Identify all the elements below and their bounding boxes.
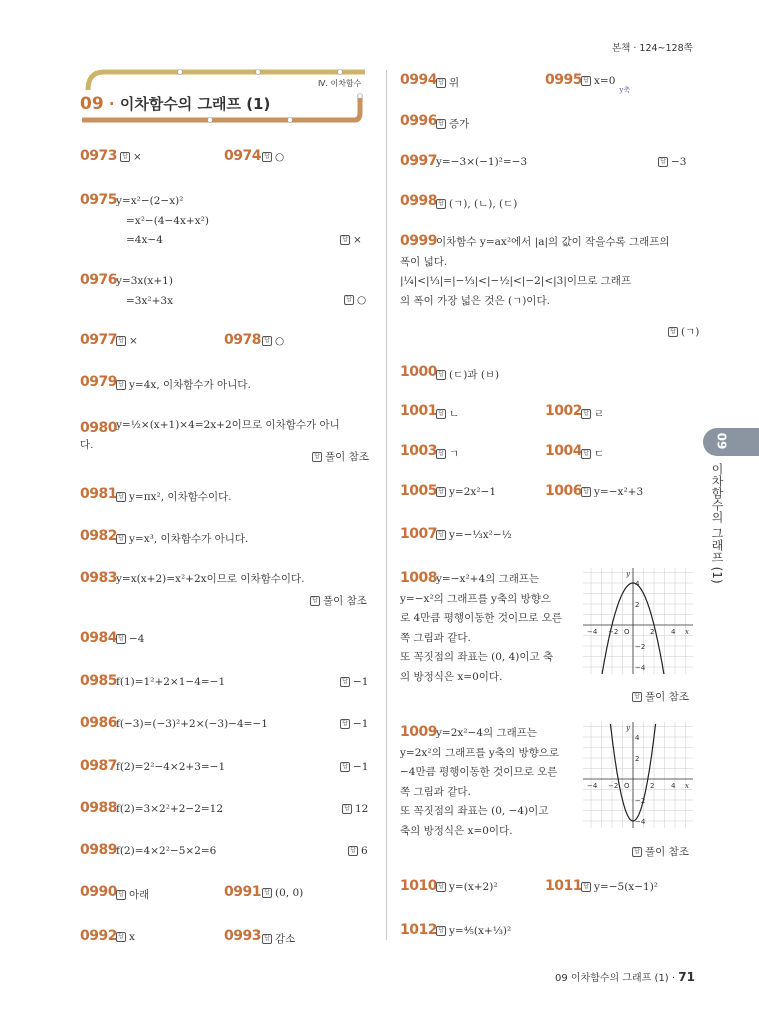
solution-line: f(2)=2²−4×2+3=−1 — [116, 761, 226, 773]
problem-number: 0986 — [80, 715, 117, 731]
footer-sep: · — [671, 973, 676, 984]
answer — [581, 486, 643, 498]
solution-line: y=−3×(−1)²=−3 — [436, 156, 528, 168]
problem-number: 0985 — [80, 673, 117, 689]
answer-mark-icon: 답 — [436, 449, 446, 459]
answer — [436, 486, 496, 498]
answer — [310, 593, 367, 608]
answer — [116, 887, 149, 902]
solution-line: f(−3)=(−3)²+2×(−3)−4=−1 — [116, 718, 268, 730]
answer-text: × — [353, 234, 362, 246]
x-tick-label: −4 — [587, 782, 598, 790]
answer-mark-icon: 답 — [436, 882, 446, 892]
answer — [436, 367, 499, 382]
problem-number: 0990 — [80, 884, 117, 900]
answer-text: × — [133, 151, 142, 163]
solution-line: y=−x²+4의 그래프는 — [436, 573, 540, 585]
answer-text: y=−⅓x²−½ — [449, 529, 512, 541]
answer-text: 증가 — [449, 118, 470, 130]
solution-line: y=2x²의 그래프를 y축의 방향으로 — [400, 746, 560, 759]
answer-text: y=4x, 이차함수가 아니다. — [129, 379, 251, 391]
answer-mark-icon: 답 — [436, 409, 446, 419]
x-tick-label: 2 — [650, 782, 655, 790]
solution-line: y=x(x+2)=x²+2x이므로 이차함수이다. — [116, 573, 305, 585]
answer-mark-icon: 답 — [581, 76, 591, 86]
answer-mark-icon: 답 — [581, 487, 591, 497]
answer-text: 아래 — [129, 889, 150, 901]
answer — [262, 931, 295, 946]
solution-line: 또 꼭짓점의 좌표는 (0, 4)이고 축 — [400, 651, 554, 663]
problem-number: 0976 — [80, 272, 117, 288]
answer-mark-icon: 답 — [581, 409, 591, 419]
y-tick-label: −4 — [635, 664, 646, 672]
problem-number: 1012 — [400, 922, 437, 938]
answer-text: ○ — [275, 151, 285, 163]
solution-line: =3x²+3x — [126, 294, 174, 307]
problem-number: 0973 — [80, 148, 117, 164]
answer — [436, 446, 459, 461]
y-tick-label: 2 — [635, 755, 640, 763]
problem-number: 0979 — [80, 374, 117, 390]
problem-number: 1000 — [400, 364, 437, 380]
answer-mark-icon: 답 — [436, 370, 446, 380]
answer-text: 풀이 참조 — [323, 595, 367, 607]
y-tick-label: 4 — [635, 734, 640, 742]
answer-text: y=πx², 이차함수이다. — [129, 491, 232, 503]
answer — [116, 633, 144, 645]
answer-text: ○ — [275, 335, 285, 347]
solution-line: f(2)=4×2²−5×2=6 — [116, 845, 217, 857]
solution-line: y=2x²−4의 그래프는 — [436, 727, 538, 739]
y-axis-label: y — [626, 570, 630, 578]
answer-mark-icon: 답 — [436, 78, 446, 88]
answer-text: y=(x+2)² — [449, 881, 498, 893]
answer-text: −1 — [353, 676, 369, 688]
solution-line: f(2)=3×2²+2−2=12 — [116, 803, 224, 815]
y-tick-label: 4 — [635, 580, 640, 588]
answer-text: −3 — [671, 156, 687, 168]
x-tick-label: −2 — [608, 782, 619, 790]
solution-line: 쪽 그림과 같다. — [400, 631, 471, 644]
chapter-number: 09 — [80, 94, 104, 114]
x-tick-label: 4 — [671, 782, 676, 790]
solution-line: 다. — [80, 438, 94, 451]
problem-number: 1005 — [400, 483, 437, 499]
solution-line: 로 4만큼 평행이동한 것이므로 오른 — [400, 612, 563, 624]
problem-number: 0996 — [400, 113, 437, 129]
problem-number: 1004 — [545, 443, 582, 459]
answer — [116, 335, 138, 347]
problem-number: 0984 — [80, 630, 117, 646]
answer-text: −1 — [353, 761, 369, 773]
x-tick-label: O — [624, 782, 630, 790]
solution-line: 또 꼭짓점의 좌표는 (0, −4)이고 — [400, 805, 549, 817]
answer-text: (ㄷ)과 (ㅂ) — [449, 369, 500, 381]
page-footer — [555, 969, 695, 984]
answer — [658, 156, 686, 168]
solution-line: y=x²−(2−x)² — [116, 195, 184, 207]
answer — [116, 931, 135, 943]
problem-number: 0993 — [224, 928, 261, 944]
answer-text: y=x³, 이차함수가 아니다. — [129, 533, 249, 545]
problem-number: 0991 — [224, 884, 261, 900]
answer — [668, 324, 699, 339]
answer-text: (ㄱ), (ㄴ), (ㄷ) — [449, 198, 518, 210]
problem-number: 1008 — [400, 570, 437, 586]
solution-line: 의 방정식은 x=0이다. — [400, 670, 503, 683]
problem-number: 1007 — [400, 526, 437, 542]
footer-label: 09 이차함수의 그래프 (1) — [555, 973, 669, 984]
answer — [312, 449, 369, 464]
solution-line: 이차함수 y=ax²에서 |a|의 값이 작을수록 그래프의 — [436, 236, 670, 248]
page-reference: 본책 · 124~128쪽 — [612, 43, 693, 54]
solution-line: y=½×(x+1)×4=2x+2이므로 이차함수가 아니 — [116, 419, 340, 431]
problem-number: 0981 — [80, 486, 117, 502]
problem-number: 1006 — [545, 483, 582, 499]
problem-number: 0988 — [80, 800, 117, 816]
problem-number: 1001 — [400, 403, 437, 419]
answer-mark-icon: 답 — [436, 119, 446, 129]
answer-mark-icon: 답 — [436, 199, 446, 209]
answer-text: 풀이 참조 — [645, 691, 689, 703]
x-tick-label: 2 — [650, 628, 655, 636]
problem-number: 0980 — [80, 420, 117, 436]
answer-mark-icon: 답 — [262, 888, 272, 898]
answer-mark-icon: 답 — [658, 157, 668, 167]
y-tick-label: 2 — [635, 601, 640, 609]
answer-mark-icon: 답 — [116, 380, 126, 390]
solution-line: |¼|<|⅓|=|−⅓|<|−½|<|−2|<|3|이므로 그래프 — [400, 275, 632, 287]
answer-mark-icon: 답 — [344, 295, 354, 305]
problem-number: 0999 — [400, 233, 437, 249]
answer — [436, 881, 498, 893]
answer-mark-icon: 답 — [262, 336, 272, 346]
answer-mark-icon: 답 — [342, 804, 352, 814]
problem-number: 0992 — [80, 928, 117, 944]
answer-mark-icon: 답 — [116, 492, 126, 502]
answer-text: y=⅘(x+⅓)² — [449, 925, 512, 937]
graph-1008 — [583, 568, 693, 674]
problem-number: 1010 — [400, 878, 437, 894]
solution-line: 폭이 넓다. — [400, 255, 448, 268]
chapter-title-text: 이차함수의 그래프 (1) — [119, 95, 271, 113]
answer — [340, 676, 368, 688]
answer — [348, 845, 368, 857]
answer-mark-icon: 답 — [340, 235, 350, 245]
y-tick-label: −2 — [635, 797, 646, 805]
answer-mark-icon: 답 — [262, 934, 272, 944]
solution-line: f(1)=1²+2×1−4=−1 — [116, 676, 226, 688]
answer-text: x=0 — [594, 75, 616, 87]
solution-line: =4x−4 — [126, 234, 163, 246]
answer-text: −1 — [353, 718, 369, 730]
answer — [262, 335, 284, 347]
chapter-title: 09 · 이차함수의 그래프 (1) — [80, 94, 271, 114]
answer — [340, 761, 368, 773]
x-axis-label: x — [685, 628, 689, 636]
answer — [340, 718, 368, 730]
problem-number: 0989 — [80, 842, 117, 858]
graph-1009 — [583, 722, 693, 828]
answer — [120, 151, 142, 163]
answer-text: 12 — [355, 803, 369, 815]
problem-number: 0995 — [545, 72, 582, 88]
y-axis-label: y — [626, 724, 630, 732]
answer — [436, 196, 517, 211]
answer-text: ○ — [357, 294, 367, 306]
answer-note: y축 — [619, 86, 631, 94]
answer-mark-icon: 답 — [436, 530, 446, 540]
answer-text: ㄱ — [449, 448, 460, 460]
problem-number: 0994 — [400, 72, 437, 88]
answer-text: y=−x²+3 — [594, 486, 644, 498]
answer-text: y=2x²−1 — [449, 486, 497, 498]
answer-text: × — [129, 335, 138, 347]
y-tick-label: −4 — [635, 818, 646, 826]
solution-line: =x²−(4−4x+x²) — [126, 214, 209, 227]
answer — [116, 489, 232, 504]
x-tick-label: −2 — [608, 628, 619, 636]
answer — [581, 881, 658, 893]
answer-text: (ㄱ) — [681, 326, 700, 338]
problem-number: 0982 — [80, 528, 117, 544]
solution-line: y=3x(x+1) — [116, 275, 173, 287]
answer-text: −4 — [129, 633, 145, 645]
answer — [436, 406, 459, 421]
answer — [436, 529, 512, 541]
answer-text: y=−5(x−1)² — [594, 881, 659, 893]
answer-mark-icon: 답 — [120, 152, 130, 162]
problem-number: 1011 — [545, 878, 582, 894]
answer-text: 6 — [361, 845, 368, 857]
problem-number: 1009 — [400, 724, 437, 740]
x-tick-label: 4 — [671, 628, 676, 636]
answer-text: 풀이 참조 — [645, 846, 689, 858]
x-tick-label: −4 — [587, 628, 598, 636]
problem-number: 0978 — [224, 332, 261, 348]
answer-text: ㄷ — [594, 448, 605, 460]
answer-mark-icon: 답 — [116, 634, 126, 644]
y-tick-label: −2 — [635, 643, 646, 651]
answer — [262, 887, 303, 899]
answer-text: 감소 — [275, 933, 296, 945]
problem-number: 0983 — [80, 570, 117, 586]
answer-mark-icon: 답 — [312, 452, 322, 462]
answer — [262, 151, 284, 163]
answer-mark-icon: 답 — [310, 596, 320, 606]
problem-number: 0998 — [400, 193, 437, 209]
answer-mark-icon: 답 — [116, 932, 126, 942]
answer — [581, 446, 604, 461]
answer-mark-icon: 답 — [116, 534, 126, 544]
problem-number: 1003 — [400, 443, 437, 459]
solution-line: 축의 방정식은 x=0이다. — [400, 824, 513, 837]
answer-text: 풀이 참조 — [325, 451, 369, 463]
answer-mark-icon: 답 — [436, 926, 446, 936]
answer — [632, 689, 689, 704]
x-axis-label: x — [685, 782, 689, 790]
answer-text: x — [129, 931, 135, 943]
solution-line: y=−x²의 그래프를 y축의 방향으 — [400, 592, 552, 605]
answer — [340, 234, 362, 246]
page-number: 71 — [678, 970, 695, 984]
answer — [581, 75, 631, 94]
problem-number: 1002 — [545, 403, 582, 419]
answer-text: 위 — [449, 77, 460, 89]
answer — [632, 844, 689, 859]
answer-mark-icon: 답 — [340, 719, 350, 729]
answer-mark-icon: 답 — [632, 847, 642, 857]
answer-mark-icon: 답 — [668, 327, 678, 337]
answer-mark-icon: 답 — [262, 152, 272, 162]
problem-number: 0987 — [80, 758, 117, 774]
answer — [436, 75, 459, 90]
solution-line: −4만큼 평행이동한 것이므로 오른 — [400, 766, 558, 778]
problem-number: 0974 — [224, 148, 261, 164]
answer-text: ㄹ — [594, 408, 605, 420]
answer-mark-icon: 답 — [116, 336, 126, 346]
answer-text: (0, 0) — [275, 887, 304, 899]
answer-mark-icon: 답 — [581, 449, 591, 459]
column-divider — [386, 70, 387, 940]
answer — [342, 803, 368, 815]
answer — [116, 377, 251, 392]
solution-line: 쪽 그림과 같다. — [400, 785, 471, 798]
problem-number: 0977 — [80, 332, 117, 348]
answer-mark-icon: 답 — [348, 846, 358, 856]
answer — [344, 294, 366, 306]
problem-number: 0997 — [400, 153, 437, 169]
answer-mark-icon: 답 — [116, 890, 126, 900]
answer-mark-icon: 답 — [581, 882, 591, 892]
answer-mark-icon: 답 — [340, 677, 350, 687]
unit-label: Ⅳ. 이차함수 — [318, 79, 362, 88]
answer-text: ㄴ — [449, 408, 460, 420]
answer-mark-icon: 답 — [436, 487, 446, 497]
answer — [436, 925, 511, 937]
side-chapter-tab: 09 — [703, 428, 759, 456]
problem-number: 0975 — [80, 192, 117, 208]
x-tick-label: O — [624, 628, 630, 636]
side-chapter-title: 이차함수의 그래프 (1) — [710, 463, 724, 584]
answer-mark-icon: 답 — [632, 692, 642, 702]
solution-line: 의 폭이 가장 넓은 것은 (ㄱ)이다. — [400, 294, 550, 307]
answer — [436, 116, 469, 131]
answer — [116, 531, 248, 546]
answer-mark-icon: 답 — [340, 762, 350, 772]
answer — [581, 406, 604, 421]
